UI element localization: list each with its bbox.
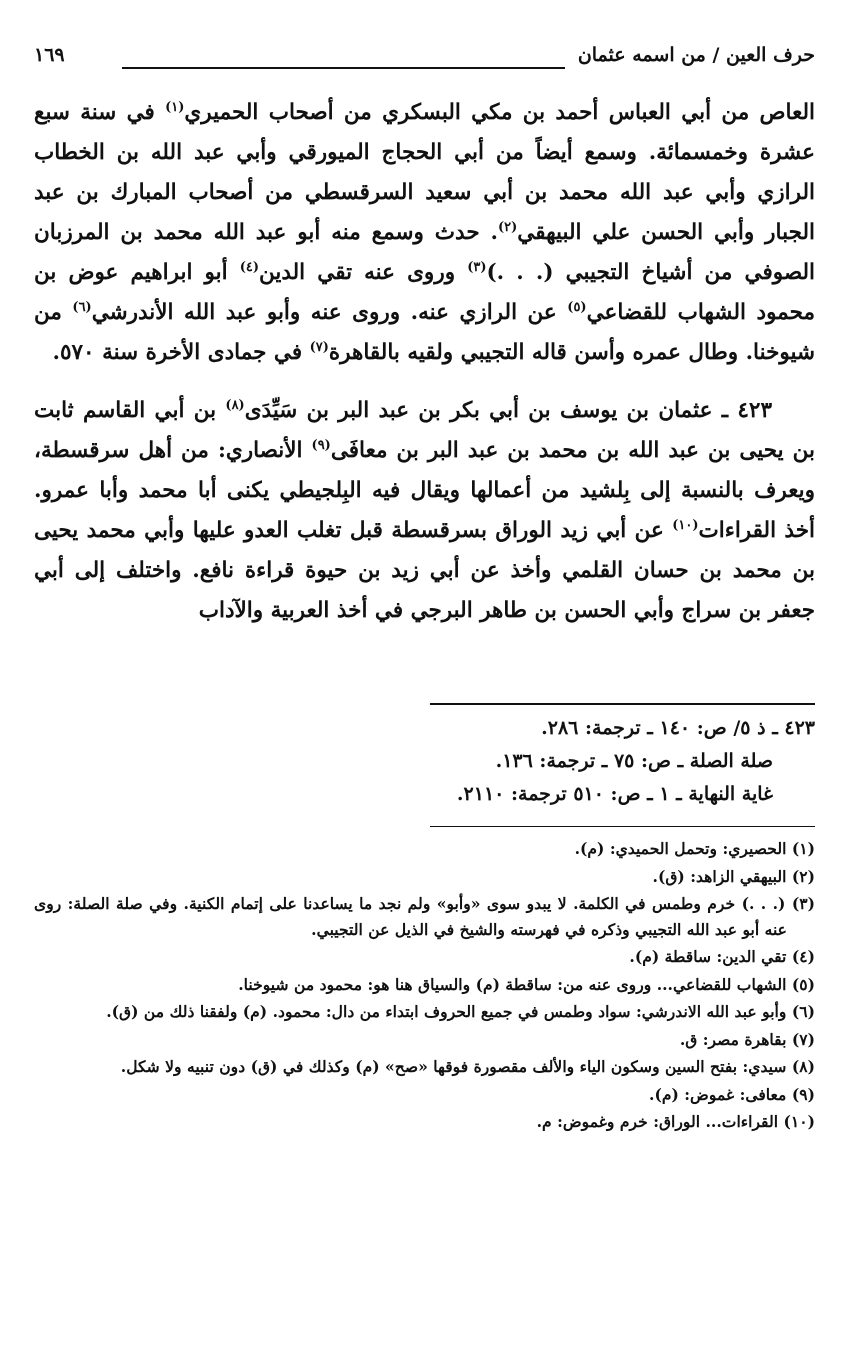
footnote: (٨) سيدي: بفتح السين وسكون الياء والألف مقصورة فوقها «صح» (م) وكذلك في (ق) دون تنبيه ولا شكل. — [120, 1057, 815, 1076]
text-run: العاص من أبي العباس أحمد بن مكي البسكري من أصحاب الحميري — [184, 100, 815, 125]
source-line: ٤٢٣ ـ ذ ٥/ ص: ١٤٠ ـ ترجمة: ٢٨٦. — [541, 717, 815, 739]
footnote-ref: (٥) — [567, 299, 587, 315]
footnote: (١٠) القراءات... الوراق: خرم وغموض: م. — [536, 1112, 815, 1131]
footnotes-divider — [430, 826, 815, 827]
footnote-ref: (٦) — [72, 299, 92, 315]
footnote: (٧) بقاهرة مصر: ق. — [679, 1029, 815, 1049]
footnote: (٩) معافى: غموض: (م). — [649, 1084, 815, 1104]
text-run: أبو ابراهيم عوض بن محمود الشهاب للقضاعي — [34, 260, 816, 325]
footnote-ref: (٣) — [467, 259, 487, 275]
footnote: (٦) وأبو عبد الله الاندرشي: سواد وطمس في جميع الحروف ابتداء من دال: محمود. (م) ولفقنا ذلك من (ق). — [106, 1002, 815, 1021]
footnote-ref: (١) — [165, 99, 185, 115]
text-run: بن أبي القاسم ثابت بن يحيى بن عبد الله بن محمد بن عبد البر بن معافَى — [34, 398, 815, 463]
footnote-ref: (٢) — [498, 219, 518, 235]
footnote: (٣) (. . .) خرم وطمس في الكلمة. لا يبدو سوى «وأبو» ولم نجد ما يساعدنا على إتمام الكنية. وفي صلة الصلة: روى عنه أبو عبد الله التجيبي وذكره في فهرسته والشيخ في الذيل عن التجيبي. — [34, 894, 815, 939]
text-run: في جمادى الأخرة سنة ٥٧٠. — [52, 340, 310, 365]
text-run: من شيوخنا. وطال عمره وأسن قاله التجيبي ولقيه بالقاهرة — [34, 300, 815, 365]
text-run: وروى عنه تقي الدين — [259, 260, 468, 285]
footnote: (٥) الشهاب للقضاعي... وروى عنه من: ساقطة (م) والسياق هنا هو: محمود من شيوخنا. — [238, 974, 815, 994]
footnotes — [34, 836, 815, 1137]
running-title: حرف العين / من اسمه عثمان — [570, 44, 815, 66]
text-run: عن أبي زيد الوراق بسرقسطة قبل تغلب العدو عليها وأبي محمد يحيى بن محمد بن حسان القلمي وأخذ عن أبي زيد بن حيوة قراءة نافع. واختلف إلى أبي جعفر بن سراج وأبي الحسن بن طاهر البرجي في أخذ العربية والآداب — [34, 518, 815, 623]
footnote: (١) الحصيري: وتحمل الحميدي: (م). — [574, 839, 815, 858]
footnote-ref: (٤) — [239, 259, 259, 275]
page-number: ١٦٩ — [34, 44, 65, 66]
text-run: ٤٢٣ ـ عثمان بن يوسف بن أبي بكر بن عبد البر بن سَيِّدَى — [244, 398, 772, 423]
entry-continuation — [34, 93, 815, 373]
text-run: عن الرازي عنه. وروى عنه وأبو عبد الله الأندرشي — [91, 300, 568, 325]
page-header — [34, 44, 815, 80]
footnote: (٤) تقي الدين: ساقطة (م). — [629, 947, 815, 966]
footnote-ref: (٩) — [311, 437, 331, 453]
entry-423 — [34, 391, 815, 631]
footnote-ref: (٨) — [225, 397, 245, 413]
sources-divider — [430, 703, 815, 705]
footnote-ref: (٧) — [309, 339, 329, 355]
source-line: صلة الصلة ـ ص: ٧٥ ـ ترجمة: ١٣٦. — [495, 750, 773, 772]
sources-block — [34, 712, 815, 811]
footnote: (٢) البيهقي الزاهد: (ق). — [652, 866, 815, 886]
text-run: في سنة سبع عشرة وخمسمائة. وسمع أيضاً من أبي الحجاج الميورقي وأبي عبد الله بن الخطاب الرازي وأبي عبد الله محمد بن أبي سعيد السرقسطي من أصحاب المبارك بن عبد الجبار وأبي الحسن علي البيهقي — [34, 100, 815, 245]
footnote-ref: (١٠) — [672, 517, 699, 533]
main-text — [34, 93, 815, 631]
source-line: غاية النهاية ـ ١ ـ ص: ٥١٠ ترجمة: ٢١١٠. — [456, 783, 773, 805]
text-run: . حدث وسمع منه أبو عبد الله محمد بن المرزبان الصوفي من أشياخ التجيبي (. . .) — [34, 220, 815, 285]
text-run: الأنصاري: من أهل سرقسطة، ويعرف بالنسبة إلى بِلشيد من أعمالها ويقال فيه البِلجيطي يكنى أبا محمد وأبا عمرو. أخذ القراءات — [34, 438, 815, 543]
header-rule — [122, 67, 565, 69]
